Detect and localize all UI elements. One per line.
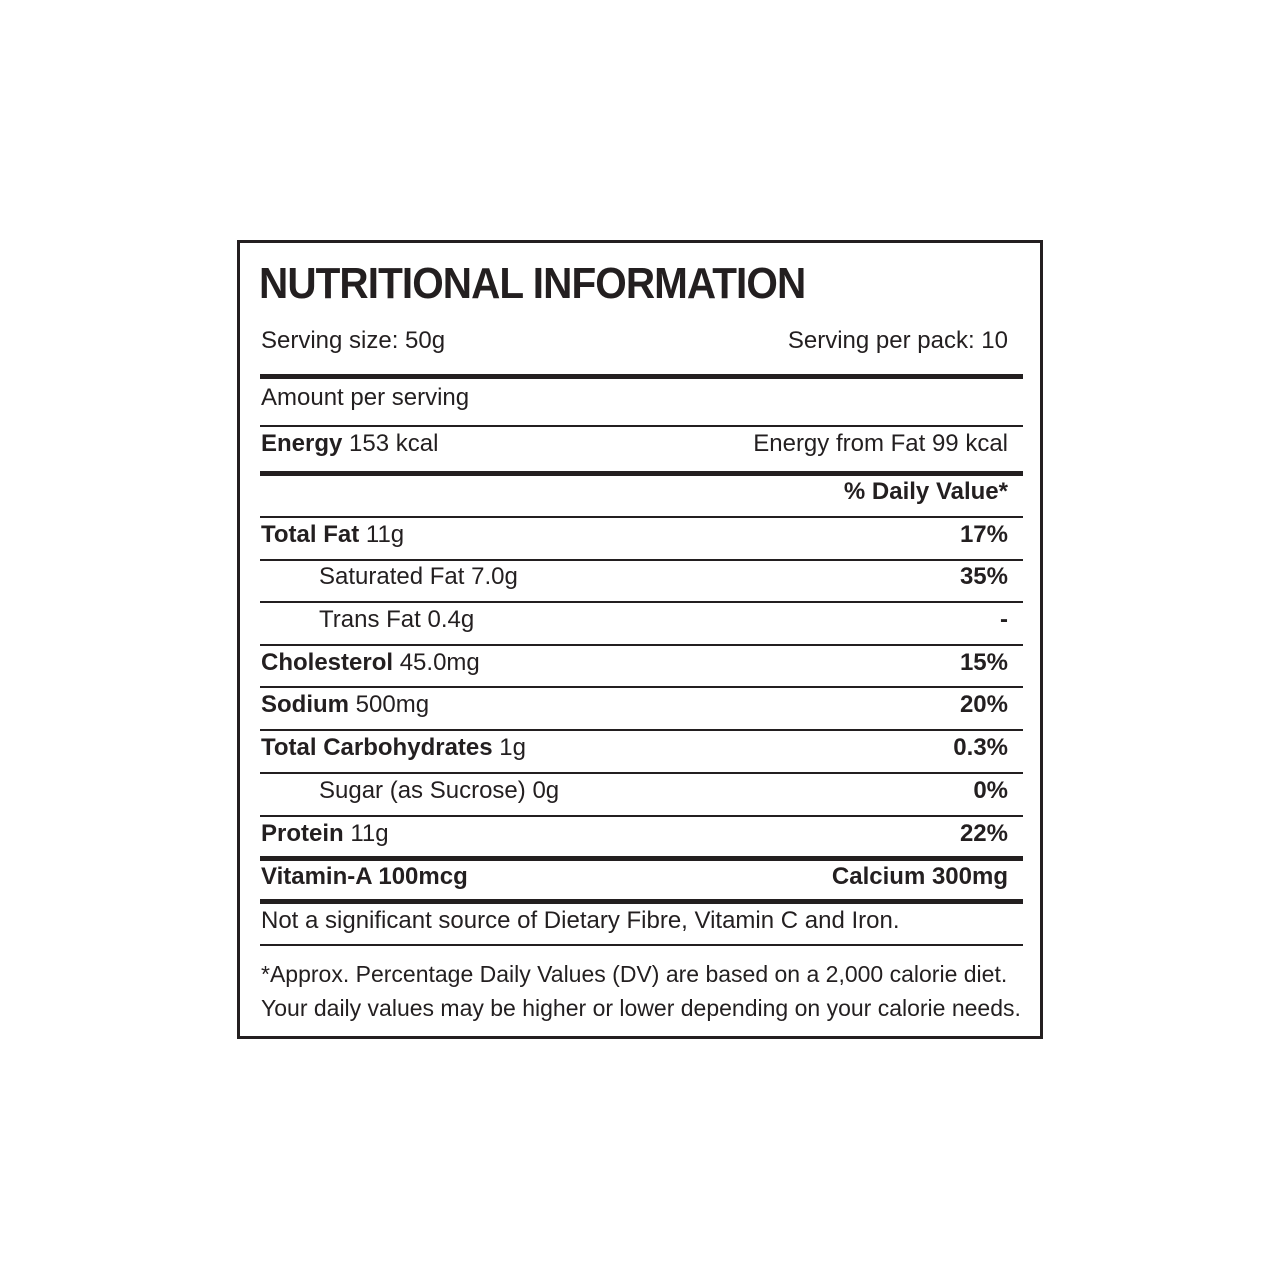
serving-row: [261, 327, 1008, 355]
nutrient-name: Total Fat: [261, 521, 360, 548]
divider: [260, 516, 1023, 518]
calcium: Calcium 300mg: [831, 863, 1008, 890]
nutrient-row-total-carbohydrates: [261, 734, 1008, 762]
footnote: [261, 957, 1021, 1025]
nutrient-row-protein: [261, 820, 1008, 848]
amount-per-serving-row: [261, 384, 1008, 412]
footnote-line-1: *Approx. Percentage Daily Values (DV) are based on a 2,000 calorie diet.: [261, 961, 1008, 987]
nutrient-name: Saturated Fat: [319, 563, 465, 590]
nutrient-row-cholesterol: [261, 649, 1008, 677]
nutrient-amount: 0.4g: [427, 606, 475, 633]
amount-per-serving: Amount per serving: [261, 384, 470, 411]
divider-thick: [260, 856, 1023, 861]
nutrient-amount: 500mg: [355, 691, 430, 718]
nutrient-name: Total Carbohydrates: [261, 734, 493, 761]
nutrient-row-trans-fat: [261, 606, 1008, 634]
nutrient-row-total-fat: [261, 521, 1008, 549]
energy-row: [261, 430, 1008, 458]
energy-from-fat: Energy from Fat 99 kcal: [753, 430, 1008, 457]
nutrient-name: Protein: [261, 820, 344, 847]
nutrient-name: Trans Fat: [319, 606, 421, 633]
nutrient-amount: 11g: [350, 820, 389, 847]
nutrition-label: [237, 240, 1043, 1039]
divider: [260, 729, 1023, 731]
daily-value-header-row: [261, 478, 1008, 506]
divider: [260, 944, 1023, 946]
nutrient-amount: 0g: [532, 777, 560, 804]
daily-value-header: % Daily Value*: [843, 478, 1008, 505]
divider: [260, 425, 1023, 427]
energy-name: Energy: [261, 430, 343, 457]
servings-per-pack: Serving per pack: 10: [787, 327, 1008, 354]
divider: [260, 772, 1023, 774]
nutrient-amount: 11g: [365, 521, 405, 548]
divider: [260, 686, 1023, 688]
nutrient-dv: 0.3%: [953, 734, 1008, 761]
divider: [260, 815, 1023, 817]
divider-thick: [260, 471, 1023, 476]
footnote-line-2: Your daily values may be higher or lower depending on your calorie needs.: [261, 995, 1021, 1021]
not-significant-note: Not a significant source of Dietary Fibre, Vitamin C and Iron.: [261, 907, 900, 934]
energy-label: [261, 430, 438, 458]
nutrient-dv: 22%: [959, 820, 1008, 847]
vitamins-row: [261, 863, 1008, 891]
divider: [260, 644, 1023, 646]
serving-size: Serving size: 50g: [261, 327, 446, 354]
nutrient-row-sugar: [261, 777, 1008, 805]
nutrient-name: Sodium: [261, 691, 349, 718]
nutrient-name: Sugar (as Sucrose): [319, 777, 526, 804]
nutrient-row-sodium: [261, 691, 1008, 719]
nutrient-dv: 15%: [959, 649, 1008, 676]
nutrient-dv: 35%: [959, 563, 1008, 590]
energy-value: 153 kcal: [349, 430, 439, 457]
nutrient-amount: 7.0g: [471, 563, 518, 590]
nutrient-amount: 1g: [499, 734, 526, 761]
nutrient-name: Cholesterol: [261, 649, 394, 676]
divider-thick: [260, 374, 1023, 379]
nutrient-amount: 45.0mg: [399, 649, 480, 676]
vitamin-a: Vitamin-A 100mcg: [261, 863, 468, 890]
nutrient-dv: 0%: [973, 777, 1008, 804]
divider: [260, 559, 1023, 561]
divider-thick: [260, 899, 1023, 904]
nutrient-dv: 17%: [959, 521, 1008, 548]
divider: [260, 601, 1023, 603]
nutrient-dv: -: [1000, 606, 1008, 633]
nutrient-row-saturated-fat: [261, 563, 1008, 591]
label-title: NUTRITIONAL INFORMATION: [259, 259, 806, 308]
nutrient-dv: 20%: [959, 691, 1008, 718]
